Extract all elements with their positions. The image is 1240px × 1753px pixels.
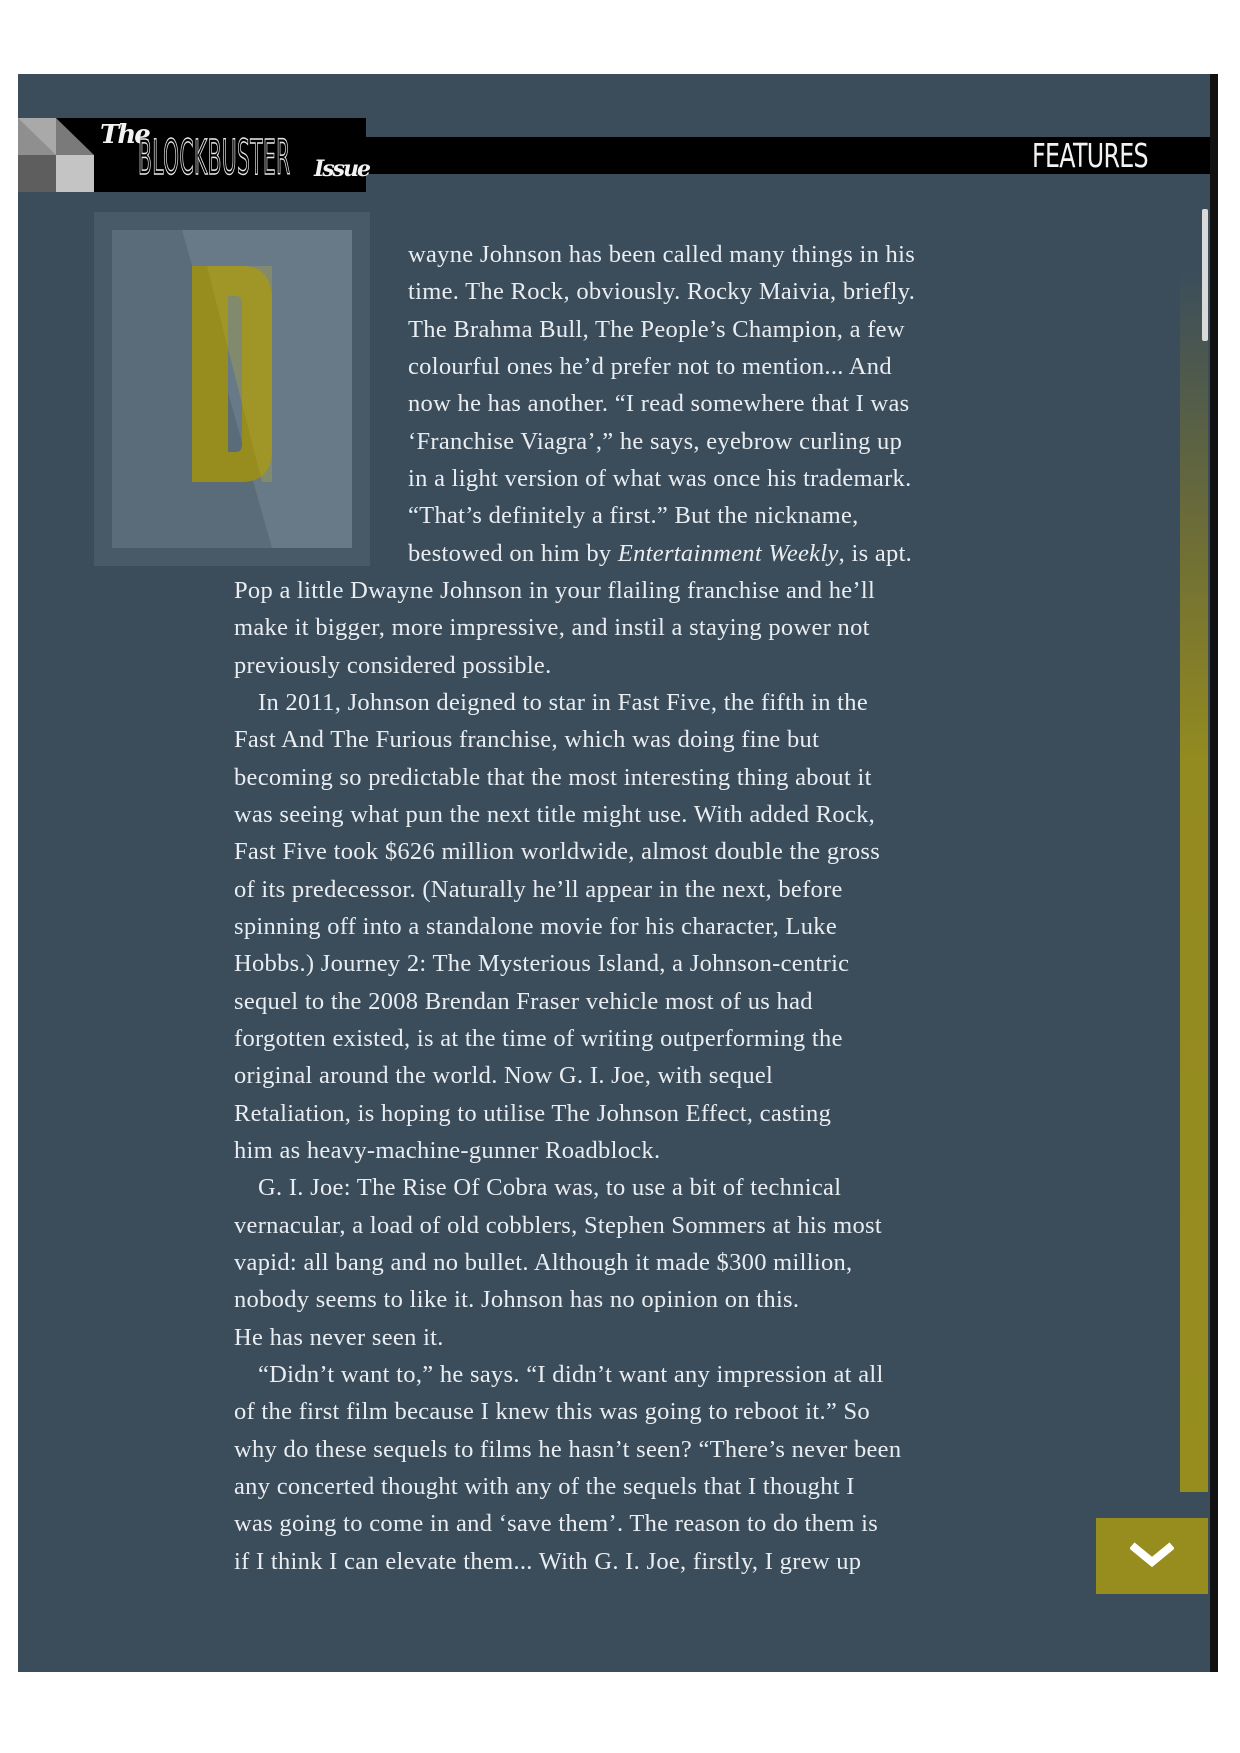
article-line: Pop a little Dwayne Johnson in your flailing franchise and he’ll — [234, 577, 876, 604]
masthead-issue: Issue — [314, 156, 370, 182]
article-line: ‘Franchise Viagra’,” he says, eyebrow curling up — [408, 428, 903, 455]
article-line: In 2011, Johnson deigned to star in Fast Five, the fifth in the — [258, 689, 869, 716]
section-label: FEATURES — [1032, 136, 1148, 175]
publication-title: Entertainment Weekly — [617, 540, 839, 567]
next-page-button[interactable] — [1096, 1518, 1208, 1594]
scrollbar-thumb[interactable] — [1202, 209, 1208, 341]
article-line: forgotten existed, is at the time of writing outperforming the — [234, 1025, 843, 1052]
article-line: colourful ones he’d prefer not to mention... And — [408, 353, 892, 380]
article-line: make it bigger, more impressive, and instil a staying power not — [234, 614, 870, 641]
article-line: of the first film because I knew this was going to reboot it.” So — [234, 1398, 870, 1425]
article-line: Fast And The Furious franchise, which was doing fine but — [234, 726, 820, 753]
article-line: original around the world. Now G. I. Joe, with sequel — [234, 1062, 774, 1089]
article-line: nobody seems to like it. Johnson has no opinion on this. — [234, 1286, 800, 1313]
article-line: G. I. Joe: The Rise Of Cobra was, to use a bit of technical — [258, 1174, 842, 1201]
article-line: “Didn’t want to,” he says. “I didn’t want any impression at all — [258, 1361, 884, 1388]
article-line: “That’s definitely a first.” But the nickname, — [408, 502, 859, 529]
article-line: was going to come in and ‘save them’. The reason to do them is — [234, 1510, 879, 1537]
article-line: any concerted thought with any of the sequels that I thought I — [234, 1473, 855, 1500]
article-line: becoming so predictable that the most interesting thing about it — [234, 764, 872, 791]
article-line: was seeing what pun the next title might use. With added Rock, — [234, 801, 876, 828]
article-line: Fast Five took $626 million worldwide, almost double the gross — [234, 838, 881, 865]
masthead-title: BLOCKBUSTER — [138, 130, 291, 186]
article-line: previously considered possible. — [234, 652, 552, 679]
article-line: in a light version of what was once his trademark. — [408, 465, 912, 492]
article-line: Retaliation, is hoping to utilise The Johnson Effect, casting — [234, 1100, 832, 1127]
magazine-page — [18, 74, 1218, 1672]
article-line: time. The Rock, obviously. Rocky Maivia, briefly. — [408, 278, 916, 305]
article-line: sequel to the 2008 Brendan Fraser vehicle most of us had — [234, 988, 813, 1015]
article-line-mixed — [408, 535, 912, 572]
article-line: now he has another. “I read somewhere that I was — [408, 390, 910, 417]
article-line: vernacular, a load of old cobblers, Stephen Sommers at his most — [234, 1212, 882, 1239]
article-line: spinning off into a standalone movie for his character, Luke — [234, 913, 838, 940]
article-line: vapid: all bang and no bullet. Although it made $300 million, — [234, 1249, 853, 1276]
chevron-down-icon — [1130, 1540, 1174, 1572]
article-line: He has never seen it. — [234, 1324, 444, 1351]
article-line: The Brahma Bull, The People’s Champion, a few — [408, 316, 905, 343]
accent-bar — [1180, 270, 1208, 1492]
article-line: Hobbs.) Journey 2: The Mysterious Island, a Johnson-centric — [234, 950, 850, 977]
article-line: if I think I can elevate them... With G. I. Joe, firstly, I grew up — [234, 1548, 862, 1575]
page-edge — [1210, 74, 1218, 1672]
article-line: him as heavy-machine-gunner Roadblock. — [234, 1137, 661, 1164]
article-line: of its predecessor. (Naturally he’ll appear in the next, before — [234, 876, 843, 903]
article-line: wayne Johnson has been called many things in his — [408, 241, 916, 268]
article-line: why do these sequels to films he hasn’t seen? “There’s never been — [234, 1436, 902, 1463]
masthead-the: The — [100, 120, 149, 150]
article-body — [18, 74, 1218, 1672]
article-text: , is apt. — [838, 540, 913, 567]
article-text: bestowed on him by — [408, 540, 618, 567]
